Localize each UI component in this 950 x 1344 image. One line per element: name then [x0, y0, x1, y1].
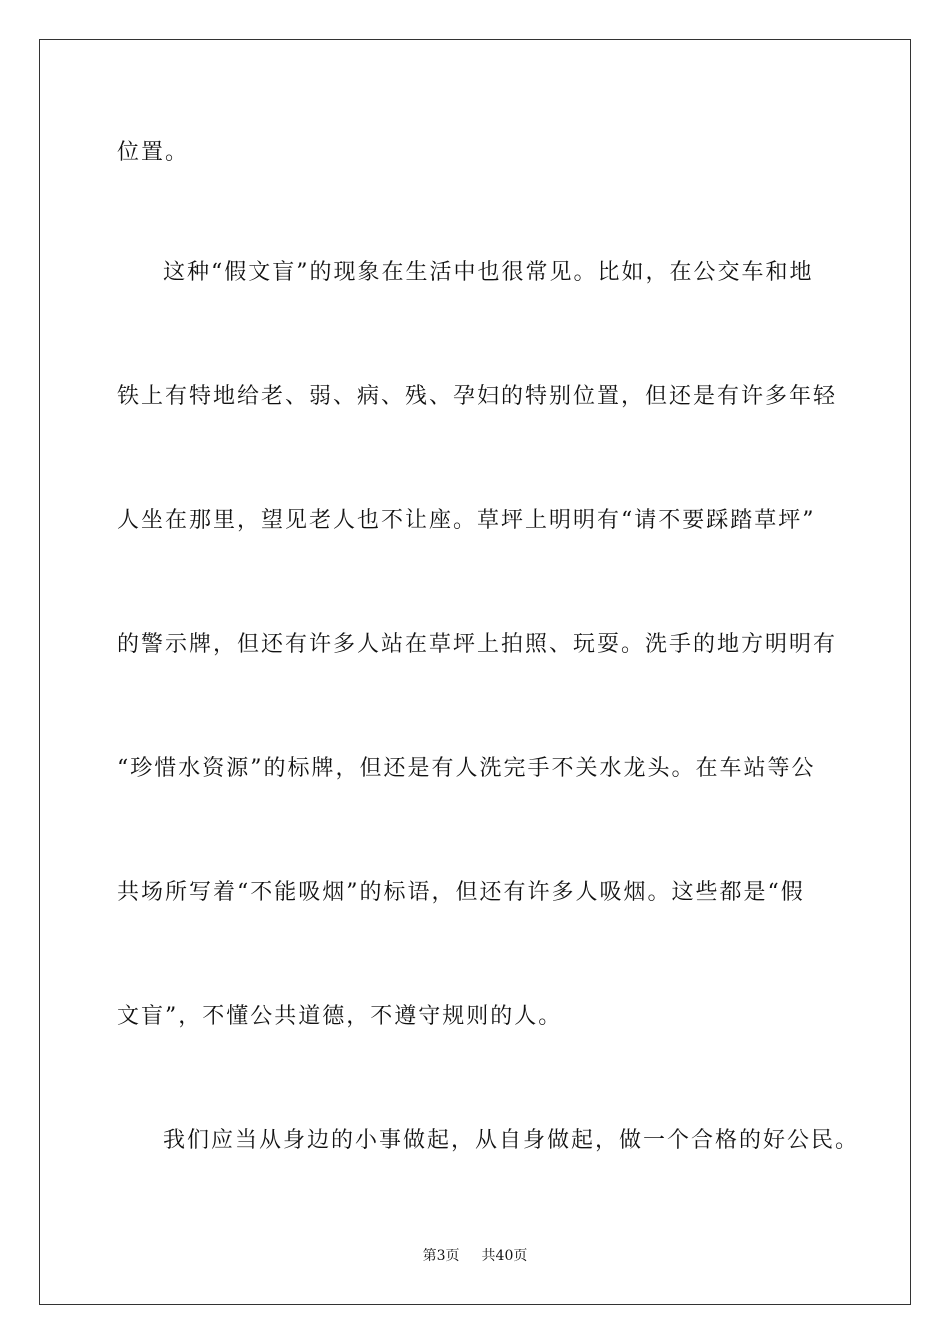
- text-line-5: 的警示牌，但还有许多人站在草坪上拍照、玩耍。洗手的地方明明有: [117, 632, 838, 657]
- page-footer: [0, 1248, 950, 1264]
- text-line-7: 共场所写着“不能吸烟”的标语，但还有许多人吸烟。这些都是“假: [117, 880, 805, 905]
- text-line-4: 人坐在那里，望见老人也不让座。草坪上明明有“请不要踩踏草坪”: [117, 508, 816, 533]
- text-line-9: 我们应当从身边的小事做起，从自身做起，做一个合格的好公民。: [163, 1128, 860, 1153]
- page-total: 共40页: [481, 1248, 528, 1264]
- text-line-8: 文盲”，不懂公共道德，不遵守规则的人。: [117, 1004, 563, 1029]
- text-line-2: 这种“假文盲”的现象在生活中也很常见。比如，在公交车和地: [163, 260, 814, 285]
- page-border: [39, 39, 911, 1305]
- text-line-1: 位置。: [117, 140, 190, 165]
- text-line-3: 铁上有特地给老、弱、病、残、孕妇的特别位置，但还是有许多年轻: [117, 384, 838, 409]
- page-number: 第3页: [422, 1248, 460, 1264]
- text-line-6: “珍惜水资源”的标牌，但还是有人洗完手不关水龙头。在车站等公: [117, 756, 816, 781]
